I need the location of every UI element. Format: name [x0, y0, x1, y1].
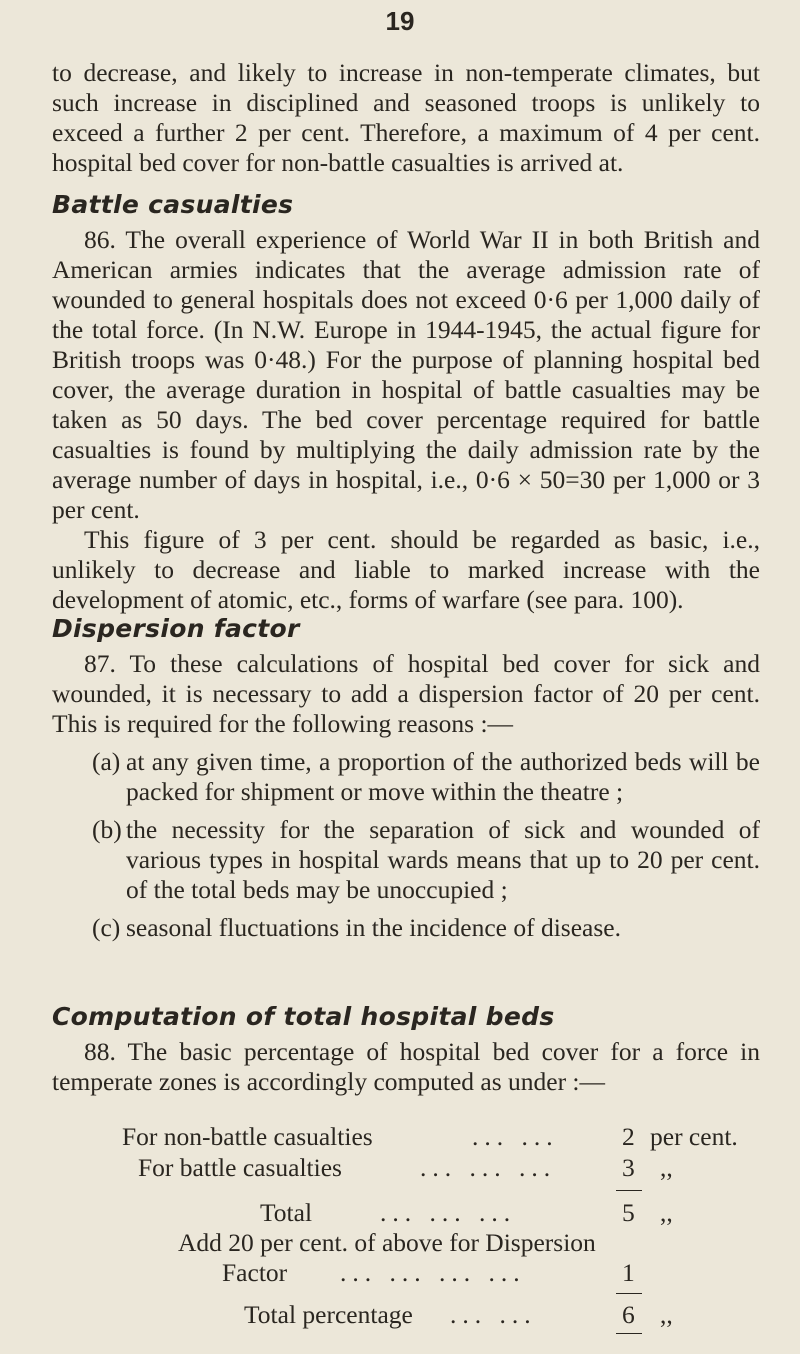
sum-rule — [616, 1293, 642, 1294]
row-leader-dots: ... ... — [450, 1300, 537, 1329]
row-total-label: Total — [260, 1198, 313, 1227]
row-battle-unit: ,, — [660, 1153, 673, 1182]
list-tag: (b) — [92, 815, 122, 844]
sum-rule — [616, 1190, 642, 1191]
battle-heading: Battle casualties — [52, 190, 294, 219]
sum-rule — [616, 1333, 642, 1334]
battle-paragraph-basic: This figure of 3 per cent. should be regarded as basic, i.e., unlikely to decrease and liable to marked increase with the development of atomic, etc., forms of warfare (see para. 100). — [52, 525, 760, 614]
row-total-percentage-value: 6 — [622, 1300, 635, 1329]
dispersion-section — [52, 614, 760, 943]
battle-paragraph-86: 86. The overall experience of World War II in both British and American armies indicates that the average admission rate of wounded to general hospitals does not exceed 0·6 per 1,000 daily of the total force. (In N.W. Europe in 1944-1945, the actual figure for British troops was 0·48.) For the purpose of planning hospital bed cover, the average duration in hospital of battle casualties may be taken as 50 days. The bed cover percentage required for battle casualties is found by multiplying the daily admission rate by the average number of days in hospital, i.e., 0·6 × 50=30 per 1,000 or 3 per cent. — [52, 225, 760, 524]
row-non-battle-label: For non-battle casualties — [122, 1122, 373, 1151]
row-dispersion-label-cont: Factor — [222, 1258, 288, 1287]
row-leader-dots: ... ... ... — [420, 1153, 557, 1182]
list-item-a — [92, 747, 760, 807]
computation-paragraph-88: 88. The basic percentage of hospital bed cover for a force in temperate zones is accordingly computed as under :— — [52, 1037, 760, 1096]
row-battle-value: 3 — [622, 1153, 635, 1182]
row-total-value: 5 — [622, 1198, 635, 1227]
intro-paragraph: to decrease, and likely to increase in non-temperate climates, but such increase in disciplined and seasoned troops is unlikely to exceed a further 2 per cent. Therefore, a maximum of 4 per cent. hospital bed cover for non-battle casualties is arrived at. — [52, 58, 760, 177]
dispersion-paragraph-87: 87. To these calculations of hospital bed cover for sick and wounded, it is necessary to add a dispersion factor of 20 per cent. This is required for the following reasons :— — [52, 649, 760, 738]
list-tag: (a) — [92, 747, 121, 776]
computation-section — [52, 1002, 760, 1097]
row-total-percentage-label: Total percentage — [244, 1300, 413, 1329]
list-item-c — [92, 913, 760, 943]
list-text: the necessity for the separation of sick and wounded of various types in hospital wards means that up to 20 per cent. of the total beds may be unoccupied ; — [126, 815, 760, 904]
page-number: 19 — [385, 6, 415, 36]
row-leader-dots: ... ... ... — [380, 1198, 517, 1227]
row-dispersion-value: 1 — [622, 1258, 635, 1287]
intro-paragraph-block — [52, 58, 760, 178]
list-text: at any given time, a proportion of the authorized beds will be packed for shipment or move within the theatre ; — [126, 747, 760, 806]
row-total-unit: ,, — [660, 1198, 673, 1227]
row-total-percentage-unit: ,, — [660, 1300, 673, 1329]
list-tag: (c) — [92, 913, 121, 942]
row-battle-label: For battle casualties — [138, 1153, 342, 1182]
row-leader-dots: ... ... ... ... — [340, 1258, 526, 1287]
computation-heading: Computation of total hospital beds — [52, 1002, 555, 1031]
dispersion-heading: Dispersion factor — [52, 614, 300, 643]
row-leader-dots: ... ... — [472, 1122, 559, 1151]
list-item-b — [92, 815, 760, 905]
list-text: seasonal fluctuations in the incidence of disease. — [126, 913, 621, 942]
row-non-battle-value: 2 — [622, 1122, 635, 1151]
row-dispersion-label: Add 20 per cent. of above for Dispersion — [178, 1228, 596, 1257]
battle-section — [52, 190, 760, 615]
row-non-battle-unit: per cent. — [650, 1122, 738, 1151]
